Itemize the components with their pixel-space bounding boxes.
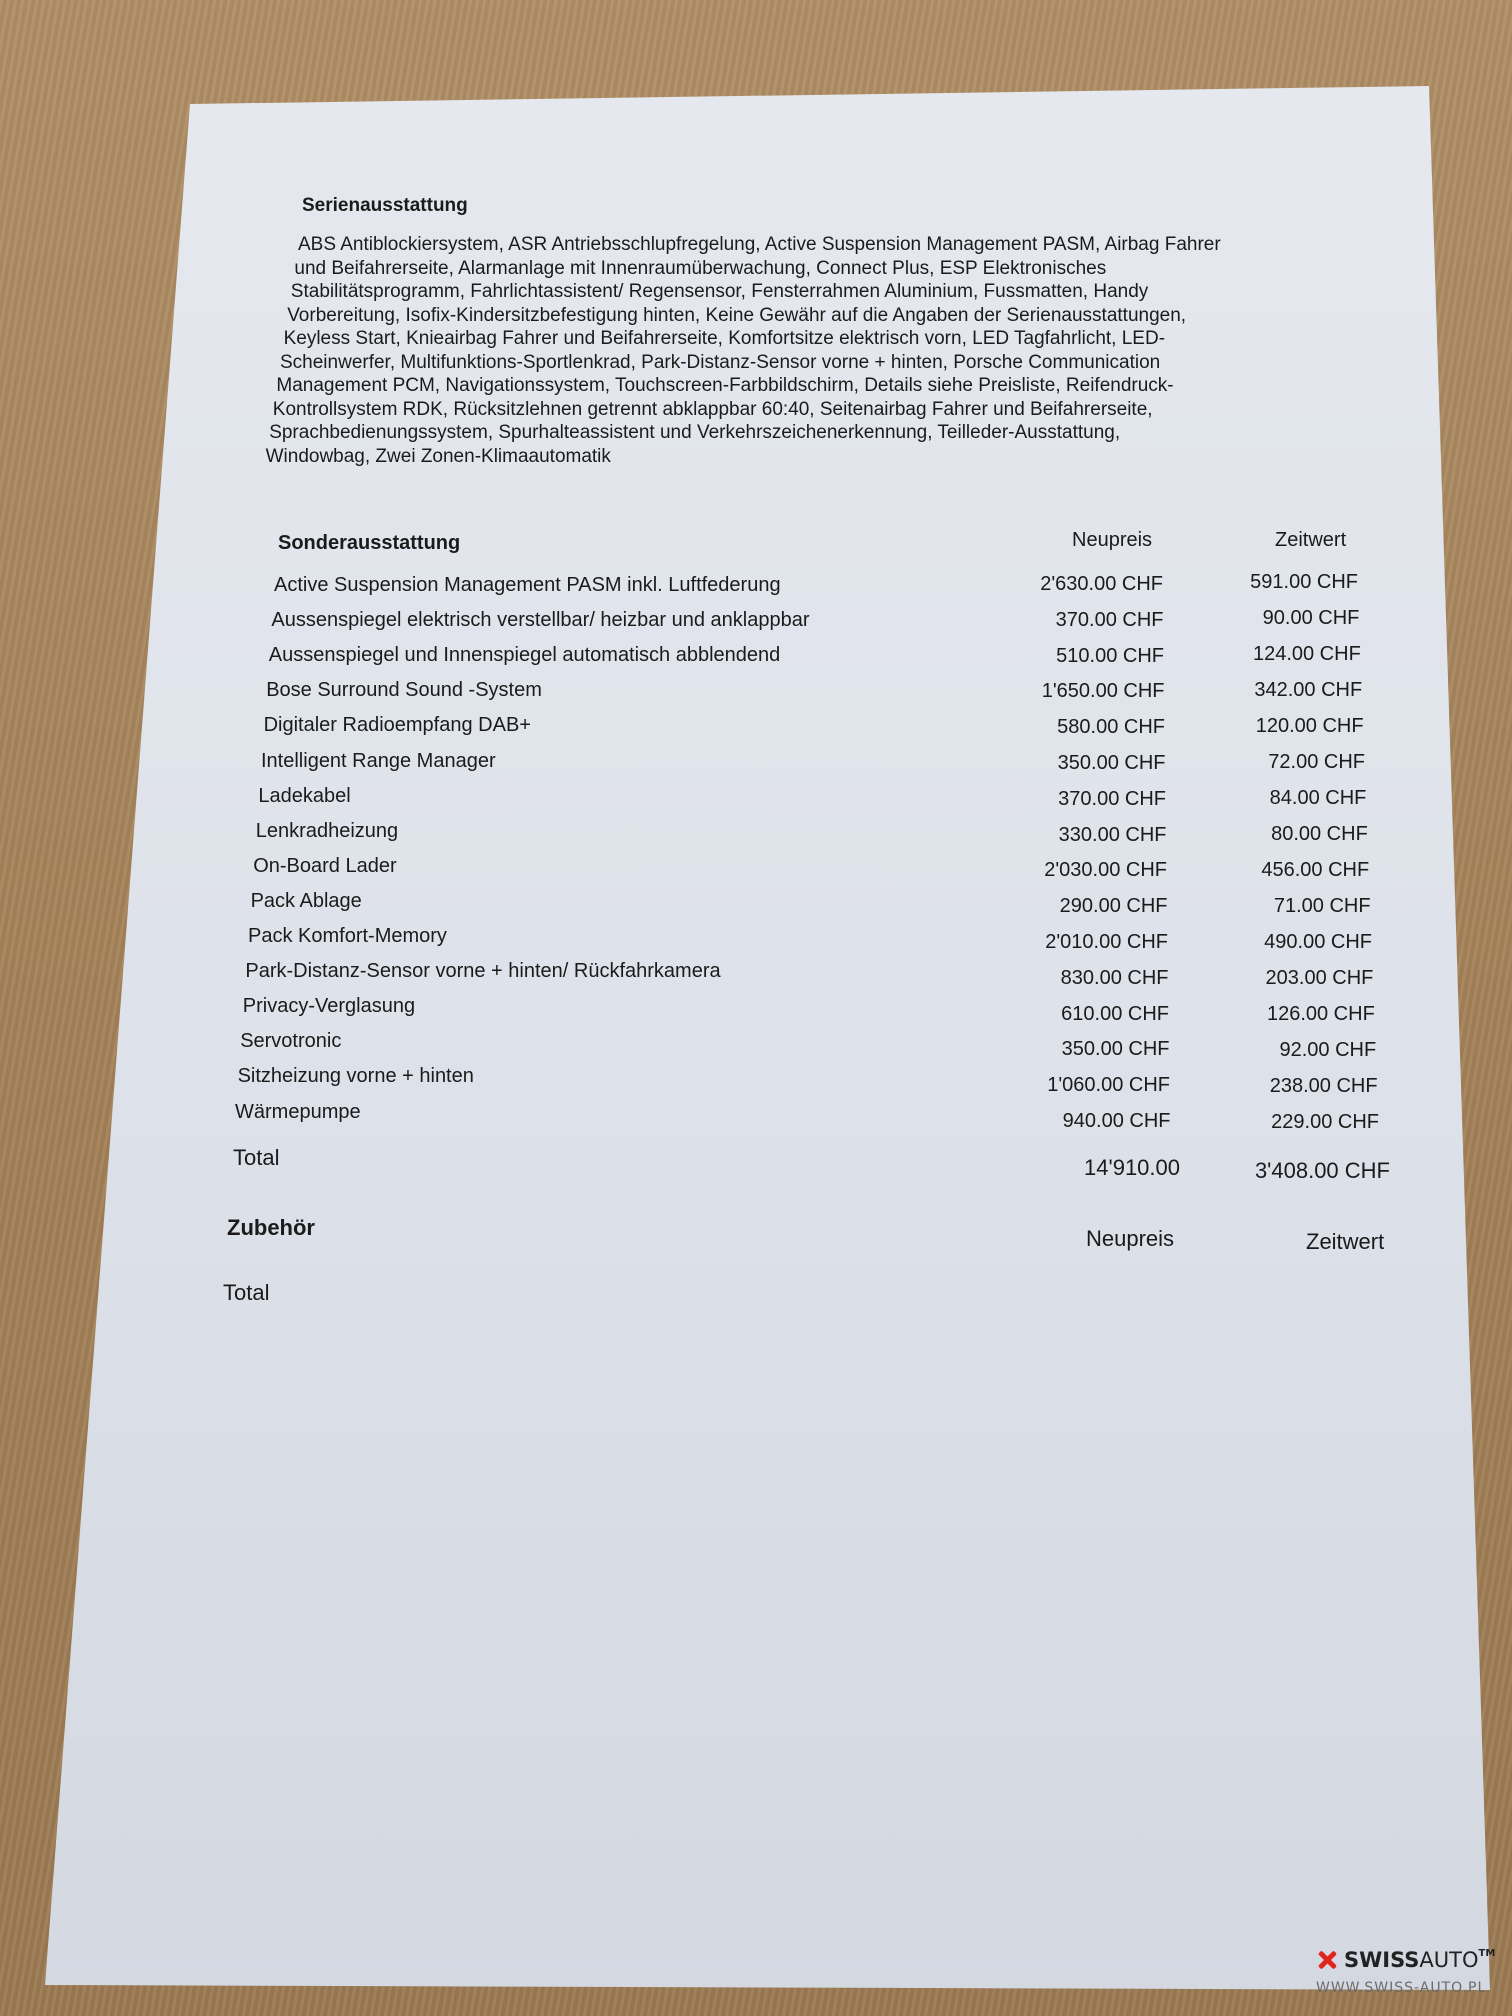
table-row-zeitwert: 124.00 CHF [1252,643,1361,665]
serien-line: Scheinwerfer, Multifunktions-Sportlenkrad, Park-Distanz-Sensor vorne + hinten, Porsche Communication [280,351,1161,373]
zubehoer-col-neupreis: Neupreis [1086,1226,1175,1251]
zubehoer-title: Zubehör [227,1215,315,1240]
table-row-label: Intelligent Range Manager [261,749,496,772]
table-row-zeitwert: 456.00 CHF [1261,859,1370,881]
serien-line: und Beifahrerseite, Alarmanlage mit Innenraumüberwachung, Connect Plus, ESP Elektronisches [294,257,1107,279]
table-row-zeitwert: 238.00 CHF [1269,1075,1378,1097]
zubehoer-col-zeitwert: Zeitwert [1306,1229,1385,1254]
watermark-tm: TM [1478,1948,1496,1959]
table-row-neupreis: 830.00 CHF [1060,966,1169,989]
table-row-label: Servotronic [240,1030,342,1053]
table-row-zeitwert: 490.00 CHF [1264,931,1372,953]
table-row-zeitwert: 72.00 CHF [1268,751,1365,773]
serien-line: ABS Antiblockiersystem, ASR Antriebsschlupfregelung, Active Suspension Management PASM, Airbag Fahrer [298,234,1221,255]
serien-line: Sprachbedienungssystem, Spurhalteassistent und Verkehrszeichenerkennung, Teilleder-Ausstattung, [269,422,1121,443]
table-row-label: Aussenspiegel und Innenspiegel automatisch abblendend [268,644,781,667]
watermark-logo [1316,1948,1506,1972]
table-row-neupreis: 350.00 CHF [1057,752,1166,774]
serien-line: Kontrollsystem RDK, Rücksitzlehnen getrennt abklappbar 60:40, Seitenairbag Fahrer und Beifahrerseite, [272,398,1153,420]
table-row-neupreis: 1'060.00 CHF [1047,1074,1170,1097]
watermark-brand-rest: AUTO [1419,1948,1479,1972]
table-row-neupreis: 370.00 CHF [1058,787,1166,810]
table-row-label: Sitzheizung vorne + hinten [237,1065,474,1088]
serien-line: Stabilitätsprogramm, Fahrlichtassistent/ Regensensor, Fensterrahmen Aluminium, Fussmatten, Handy [290,281,1149,302]
table-row-neupreis: 510.00 CHF [1056,644,1164,667]
table-row-zeitwert: 90.00 CHF [1262,607,1360,629]
zubehoer-total-label: Total [223,1280,270,1305]
table-row-neupreis: 1'650.00 CHF [1041,680,1165,703]
sonder-total-zeitwert: 3'408.00 CHF [1254,1158,1390,1183]
serien-line: Vorbereitung, Isofix-Kindersitzbefestigung hinten, Keine Gewähr auf die Angaben der Serienausstattungen, [287,304,1187,326]
table-row-neupreis: 610.00 CHF [1061,1002,1169,1025]
table-row-zeitwert: 591.00 CHF [1250,571,1358,593]
watermark-url: WWW.SWISS-AUTO.PL [1316,1980,1487,1996]
sonder-total-neupreis: 14'910.00 [1084,1155,1180,1180]
table-row-label: Aussenspiegel elektrisch verstellbar/ heizbar und anklappbar [271,609,810,632]
serien-line: Keyless Start, Knieairbag Fahrer und Beifahrerseite, Komfortsitze elektrisch vorn, LED Tagfahrlicht, LED- [283,328,1166,349]
table-row-zeitwert: 342.00 CHF [1254,679,1363,701]
table-row-label: Park-Distanz-Sensor vorne + hinten/ Rückfahrkamera [245,960,721,983]
table-row-neupreis: 350.00 CHF [1061,1038,1170,1061]
serien-line: Windowbag, Zwei Zonen-Klimaautomatik [265,445,611,467]
table-row-label: Pack Komfort-Memory [248,925,447,947]
table-row-zeitwert: 84.00 CHF [1269,787,1367,809]
table-row-label: Ladekabel [258,784,351,807]
table-row-zeitwert: 126.00 CHF [1266,1003,1375,1025]
table-row-zeitwert: 203.00 CHF [1265,967,1374,989]
table-row-neupreis: 370.00 CHF [1055,608,1164,631]
table-row-neupreis: 580.00 CHF [1057,716,1165,739]
table-row-label: Digitaler Radioempfang DAB+ [263,714,531,737]
table-row-label: Wärmepumpe [235,1100,361,1123]
table-row-zeitwert: 71.00 CHF [1273,895,1371,917]
table-row-label: Lenkradheizung [255,819,399,842]
table-row-label: On-Board Lader [253,854,397,877]
table-row-neupreis: 2'030.00 CHF [1044,859,1167,882]
table-row-neupreis: 2'630.00 CHF [1040,573,1163,595]
table-row-neupreis: 290.00 CHF [1059,895,1168,918]
sonder-col-neupreis: Neupreis [1072,529,1153,551]
table-row-neupreis: 2'010.00 CHF [1045,931,1168,953]
table-row-label: Pack Ablage [250,889,362,912]
serien-line: Management PCM, Navigationssystem, Touchscreen-Farbbildschirm, Details siehe Preisliste, Reifendruck- [276,375,1174,396]
table-row-label: Bose Surround Sound -System [266,679,542,702]
swiss-cross-icon [1316,1949,1338,1971]
table-row-zeitwert: 80.00 CHF [1271,823,1368,845]
serien-title: Serienausstattung [302,195,468,216]
table-row-label: Active Suspension Management PASM inkl. Luftfederung [274,574,781,596]
table-row-neupreis: 330.00 CHF [1058,823,1167,846]
sonder-title: Sonderausstattung [278,532,461,554]
watermark [1316,1948,1506,2010]
table-row-zeitwert: 229.00 CHF [1271,1111,1379,1133]
watermark-brand [1344,1948,1495,1972]
table-row-zeitwert: 92.00 CHF [1279,1039,1377,1061]
watermark-brand-bold: SWISS [1344,1948,1420,1972]
sonder-col-zeitwert: Zeitwert [1275,529,1347,551]
table-row-neupreis: 940.00 CHF [1062,1110,1171,1132]
table-row-zeitwert: 120.00 CHF [1255,715,1364,737]
table-row-label: Privacy-Verglasung [242,995,416,1018]
sonder-total-label: Total [233,1145,280,1170]
